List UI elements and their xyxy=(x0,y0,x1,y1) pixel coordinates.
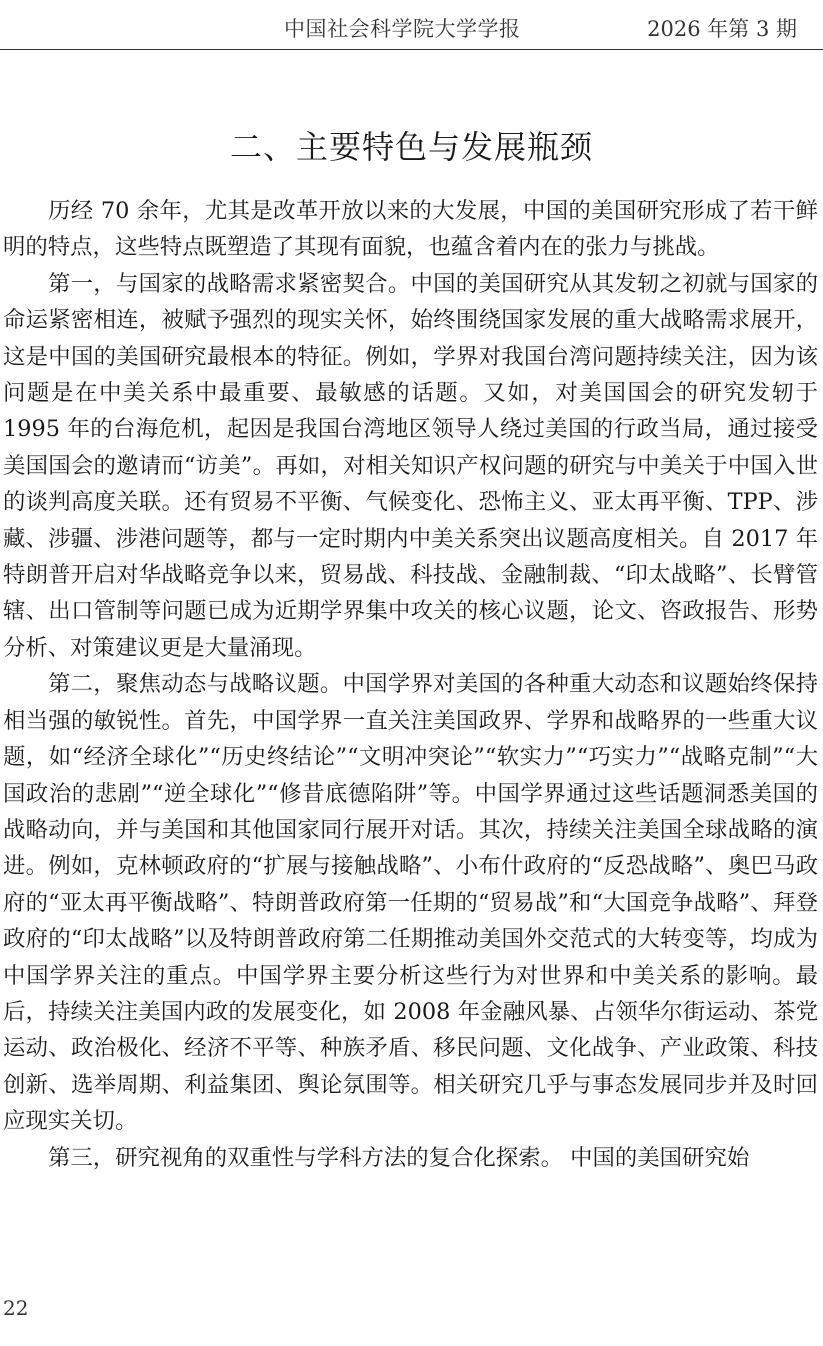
paragraph-second-feature: 第二，聚焦动态与战略议题。中国学界对美国的各种重大动态和议题始终保持相当强的敏锐性。首先，中国学界一直关注美国政界、学界和战略界的一些重大议题，如“经济全球化”“历史终结论”“文明冲突论”“软实力”“巧实力”“战略克制”“大国政治的悲剧”“逆全球化”“修昔底德陷阱”等。中国学界通过这些话题洞悉美国的战略动向，并与美国和其他国家同行展开对话。其次，持续关注美国全球战略的演进。例如，克林顿政府的“扩展与接触战略”、小布什政府的“反恐战略”、奥巴马政府的“亚太再平衡战略”、特朗普政府第一任期的“贸易战”和“大国竞争战略”、拜登政府的“印太战略”以及特朗普政府第二任期推动美国外交范式的大转变等，均成为中国学界关注的重点。中国学界主要分析这些行为对世界和中美关系的影响。最后，持续关注美国内政的发展变化，如 2008 年金融风暴、占领华尔街运动、茶党运动、政治极化、经济不平等、种族矛盾、移民问题、文化战争、产业政策、科技创新、选举周期、利益集团、舆论氛围等。相关研究几乎与事态发展同步并及时回应现实关切。 xyxy=(3,671,818,1135)
running-header xyxy=(0,0,823,50)
page-number: 22 xyxy=(3,1296,29,1320)
body-text xyxy=(3,193,818,1176)
issue-label: 2026 年第 3 期 xyxy=(647,17,797,41)
journal-name: 中国社会科学院大学学报 xyxy=(284,17,521,41)
paragraph-first-feature: 第一，与国家的战略需求紧密契合。中国的美国研究从其发轫之初就与国家的命运紧密相连，被赋予强烈的现实关怀，始终围绕国家发展的重大战略需求展开，这是中国的美国研究最根本的特征。例如，学界对我国台湾问题持续关注，因为该问题是在中美关系中最重要、最敏感的话题。又如，对美国国会的研究发轫于 1995 年的台海危机，起因是我国台湾地区领导人绕过美国的行政当局，通过接受美国国会的邀请而“访美”。再如，对相关知识产权问题的研究与中美关于中国入世的谈判高度关联。还有贸易不平衡、气候变化、恐怖主义、亚太再平衡、TPP、涉藏、涉疆、涉港问题等，都与一定时期内中美关系突出议题高度相关。自 2017 年特朗普开启对华战略竞争以来，贸易战、科技战、金融制裁、“印太战略”、长臂管辖、出口管制等问题已成为近期学界集中攻关的核心议题，论文、咨政报告、形势分析、对策建议更是大量涌现。 xyxy=(3,270,818,661)
paragraph-third-feature: 第三，研究视角的双重性与学科方法的复合化探索。 中国的美国研究始 xyxy=(48,1144,750,1171)
section-title: 二、主要特色与发展瓶颈 xyxy=(229,128,593,166)
paragraph-intro: 历经 70 余年，尤其是改革开放以来的大发展，中国的美国研究形成了若干鲜明的特点，这些特点既塑造了其现有面貌，也蕴含着内在的张力与挑战。 xyxy=(3,198,818,261)
